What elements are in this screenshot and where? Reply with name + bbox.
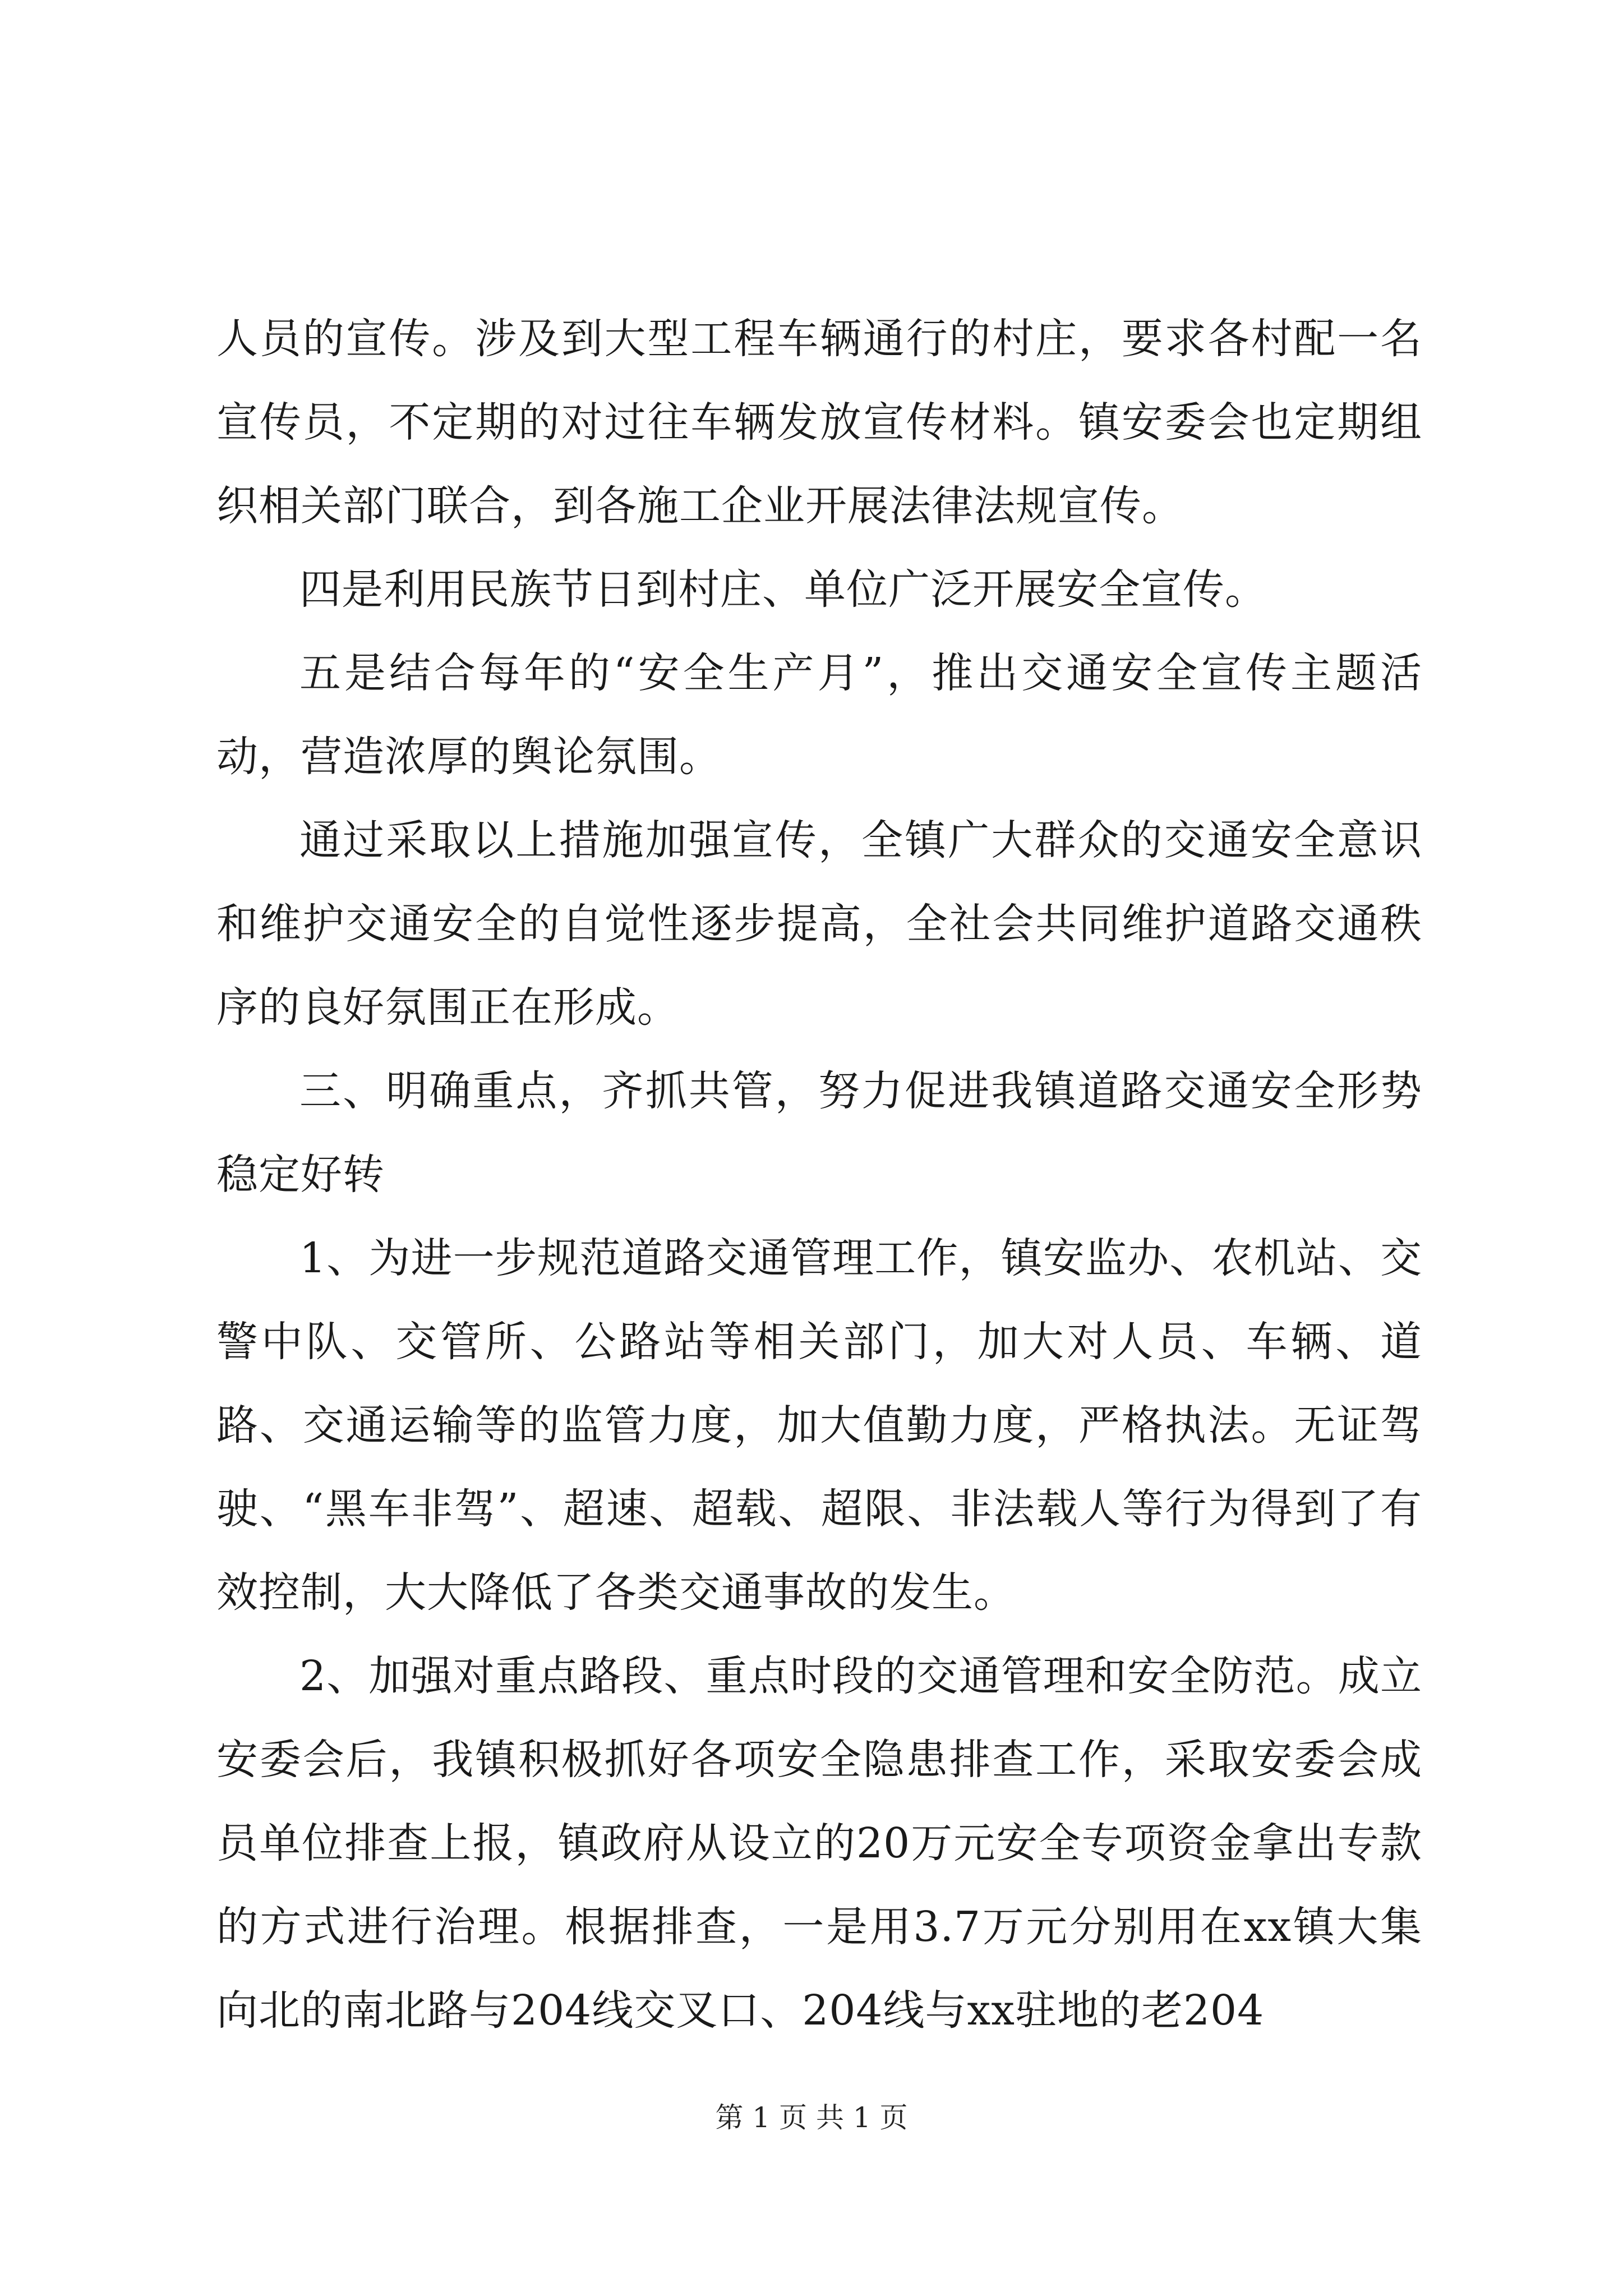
document-body	[216, 297, 1422, 2053]
paragraph: 人员的宣传。涉及到大型工程车辆通行的村庄，要求各村配一名宣传员，不定期的对过往车辆发放宣传材料。镇安委会也定期组织相关部门联合，到各施工企业开展法律法规宣传。	[216, 315, 1422, 530]
page-number-footer: 第 1 页 共 1 页	[715, 2101, 908, 2134]
paragraph: 2、加强对重点路段、重点时段的交通管理和安全防范。成立安委会后，我镇积极抓好各项安全隐患排查工作，采取安委会成员单位排查上报，镇政府从设立的20万元安全专项资金拿出专款的方式进行治理。根据排查，一是用3.7万元分别用在xx镇大集向北的南北路与204线交叉口、204线与xx驻地的老204	[216, 1652, 1422, 2035]
paragraph: 五是结合每年的“安全生产月”，推出交通安全宣传主题活动，营造浓厚的舆论氛围。	[216, 649, 1422, 781]
section-heading: 三、明确重点，齐抓共管，努力促进我镇道路交通安全形势稳定好转	[216, 1067, 1422, 1199]
paragraph: 四是利用民族节日到村庄、单位广泛开展安全宣传。	[299, 565, 1267, 614]
paragraph: 通过采取以上措施加强宣传，全镇广大群众的交通安全意识和维护交通安全的自觉性逐步提高，全社会共同维护道路交通秩序的良好氛围正在形成。	[216, 816, 1422, 1032]
paragraph: 1、为进一步规范道路交通管理工作，镇安监办、农机站、交警中队、交管所、公路站等相关部门，加大对人员、车辆、道路、交通运输等的监管力度，加大值勤力度，严格执法。无证驾驶、“黑车非驾”、超速、超载、超限、非法载人等行为得到了有效控制，大大降低了各类交通事故的发生。	[216, 1234, 1422, 1617]
